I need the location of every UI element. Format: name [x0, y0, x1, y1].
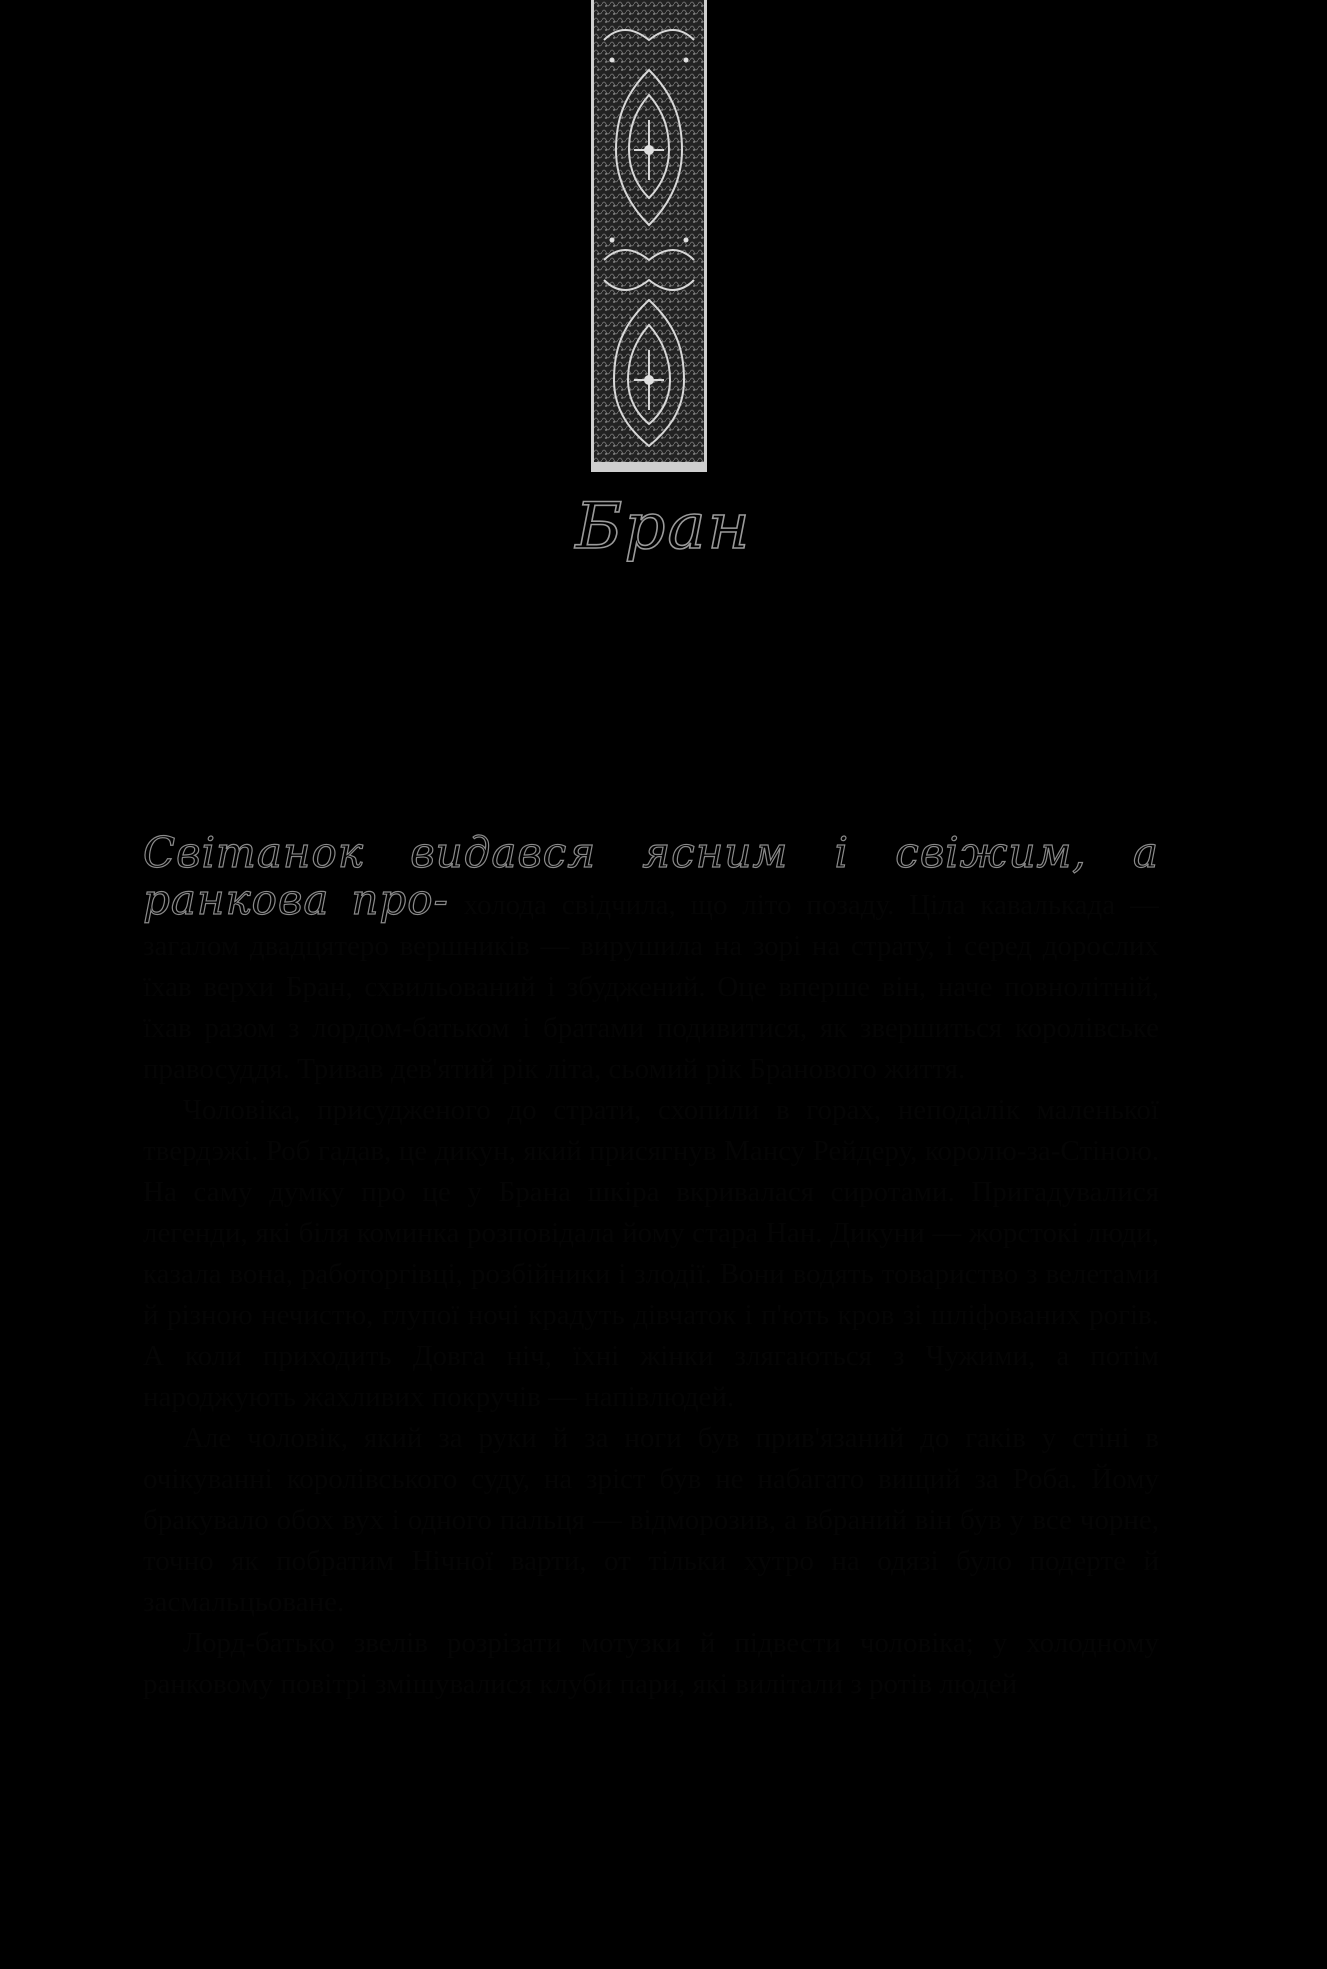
lead-phrase: Світанок видався ясним і свіжим, а ранкова про-	[143, 828, 1159, 924]
paragraph-1	[143, 828, 1159, 1090]
chapter-body	[143, 828, 1159, 1705]
chapter-title: Бран	[575, 490, 752, 564]
paragraph-3: Але чоловік, який за руки й за ноги був прив'язаний до гаків у стіні в очікуванні королівського суду, на зріст був не набагато вищий за Роба. Йому бракувало обох вух і одного пальця — відморозив, а вбраний він був у все чорне, точно як побратим Нічної варти, от тільки хутро на одязі було подерте й засмальцьоване.	[143, 1422, 1159, 1618]
ornament-pattern-icon	[594, 0, 704, 472]
decorative-ornament-band	[591, 0, 707, 472]
paragraph-4: Лорд-батько звелів розрізати мотузки й підвести чоловіка; у холодному ранковому повітрі змішувалися клуби пари, які вилітали з ротів людей	[143, 1627, 1159, 1700]
paragraph-2: Чоловіка, присудженого до страти, схопили в горах, неподалік маленької твердэжі. Роб гадав, це дикун, який присягнув Мансу Рейдеру, королю-за-Стіною. На саму думку про це у Брана шкіра вкривалася сиротами. Пригадувалися легенди, які біля коминка розповідала йому стара Нан. Дикуни — жорстокі люди, казала вона, работоргівці, розбійники і злодії. Вони водять товариство з велетами й різною нечистю, глупої ночі крадуть дівчаток і п'ють кров зі шліфованих рогів. А коли приходить Довга ніч, їхні жінки злягаються з Чужими, а потім народжують жахливих покручів — напівлюдей.	[143, 1094, 1159, 1413]
paragraph-1-text: холода свідчила, що літо позаду. Ціла кавалькада — загалом двадцятеро вершників — вирушила на зорі на страту, і серед дорослих їхав верхи Бран, схвильований і збуджений. Оце вперше він, наче повнолітній, їхав разом з лордом-батьком і братами подивитися, як звершиться королівське правосуддя. Тривав дев'ятий рік літа, сьомий рік Бранового життя.	[143, 889, 1159, 1085]
